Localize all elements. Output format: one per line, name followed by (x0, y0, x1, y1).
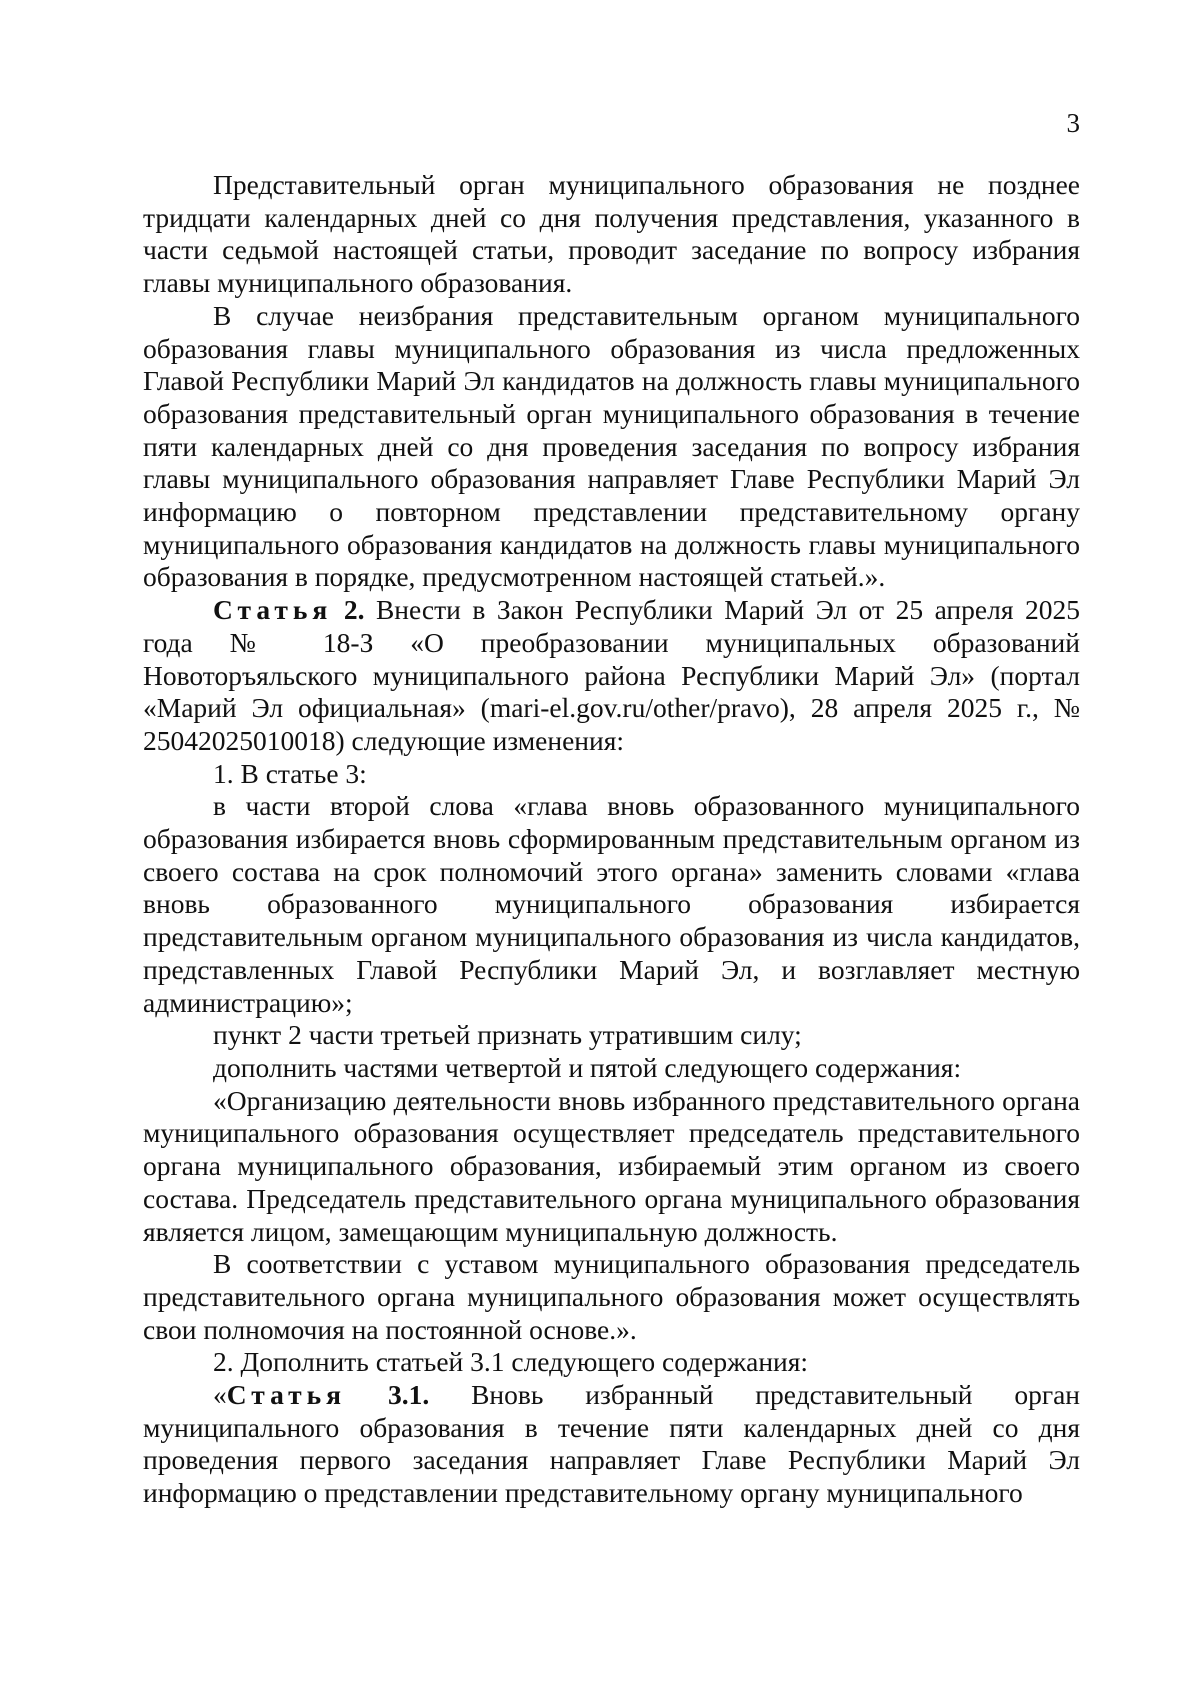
paragraph: пункт 2 части третьей признать утратившим силу; (213, 1019, 802, 1051)
paragraph: В соответствии с уставом муниципального образования председатель представительного органа муниципального образования может осуществлять свои полномочия на постоянной основе.». (143, 1248, 1080, 1345)
article-heading: Статья 2. (213, 594, 365, 626)
paragraph: в части второй слова «глава вновь образованного муниципального образования избирается вновь сформированным представительным органом из своего состава на срок полномочий этого органа» заменить словами «глава вновь образованного муниципального образования избирается представительным органом муниципального образования из числа кандидатов, представленных Главой Республики Марий Эл, и возглавляет местную администрацию»; (143, 790, 1080, 1018)
page-number: 3 (1066, 108, 1080, 138)
paragraph: дополнить частями четвертой и пятой следующего содержания: (213, 1051, 962, 1083)
list-item: 2. Дополнить статьей 3.1 следующего содержания: (213, 1346, 809, 1378)
article-paragraph: «Статья 3.1. Вновь избранный представительный орган муниципального образования в течение пяти календарных дней со дня проведения первого заседания направляет Главе Республики Марий Эл информацию о представлении представительному органу муниципального (143, 1379, 1081, 1509)
article-paragraph: Статья 2. Внести в Закон Республики Марий Эл от 25 апреля 2025 года № 18-З «О преобразовании муниципальных образований Новоторъяльского муниципального района Республики Марий Эл» (портал «Марий Эл официальная» (mari-el.gov.ru/other/pravo), 28 апреля 2025 г., № 25042025010018) следующие изменения: (143, 594, 1080, 756)
article-heading: «Статья 3.1. (213, 1379, 430, 1411)
paragraph: Представительный орган муниципального образования не позднее тридцати календарных дней со дня получения представления, указанного в части седьмой настоящей статьи, проводит заседание по вопросу избрания главы муниципального образования. (143, 169, 1080, 299)
list-item: 1. В статье 3: (213, 757, 367, 789)
paragraph: В случае неизбрания представительным органом муниципального образования главы муниципального образования из числа предложенных Главой Республики Марий Эл кандидатов на должность главы муниципального образования представительный орган муниципального образования в течение пяти календарных дней со дня проведения заседания по вопросу избрания главы муниципального образования направляет Главе Республики Марий Эл информацию о повторном представлении представительному органу муниципального образования кандидатов на должность главы муниципального образования в порядке, предусмотренном настоящей статьей.». (143, 299, 1080, 593)
document-body (143, 169, 1080, 1510)
paragraph: «Организацию деятельности вновь избранного представительного органа муниципального образования осуществляет председатель представительного органа муниципального образования, избираемый этим органом из своего состава. Председатель представительного органа муниципального образования является лицом, замещающим муниципальную должность. (143, 1084, 1080, 1247)
